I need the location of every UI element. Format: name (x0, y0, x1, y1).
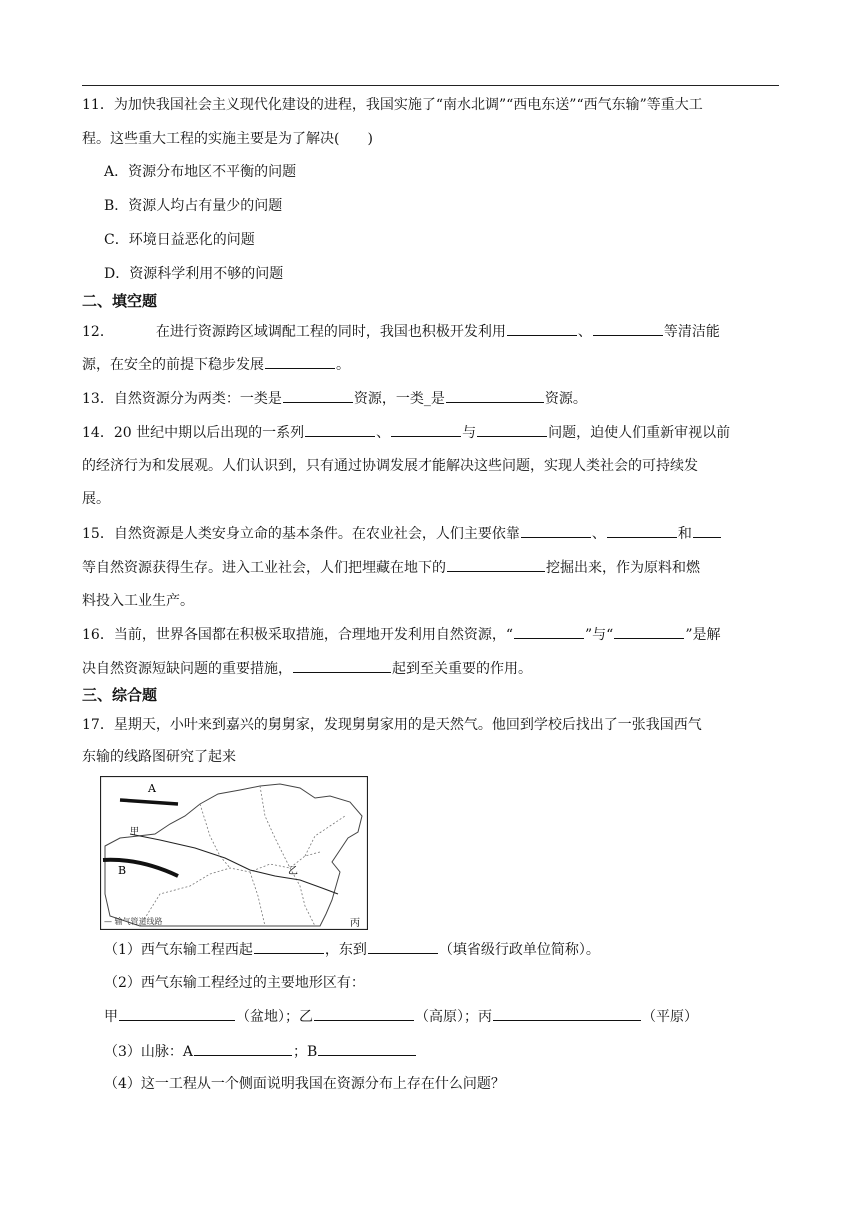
q16-text-2: ”与“ (584, 627, 614, 643)
q13-blank-2[interactable] (446, 388, 544, 403)
q17-line1: 17．星期天，小叶来到嘉兴的舅舅家，发现舅舅家用的是天然气。他回到学校后找出了一张我国西气 (82, 717, 702, 733)
q12-sep-1: 、 (577, 324, 592, 340)
q16-blank-1[interactable] (514, 624, 584, 639)
west-east-gas-pipeline-map (100, 776, 368, 930)
q14-text-2: 与 (462, 425, 477, 441)
q11-option-c: C．环境日益恶化的问题 (104, 232, 255, 248)
q15-blank-4[interactable] (447, 557, 545, 572)
q14-blank-3[interactable] (477, 422, 547, 437)
q17-sub1-blank-1[interactable] (254, 939, 324, 954)
q14-sep-1: 、 (376, 425, 391, 441)
q12-text-1: 在进行资源跨区域调配工程的同时，我国也积极开发利用 (155, 324, 506, 340)
q17-sub2-blank-jia[interactable] (119, 1006, 235, 1021)
q13-blank-1[interactable] (283, 388, 353, 403)
section-title-fill-blank: 二、填空题 (82, 292, 158, 310)
header-rule (82, 85, 779, 86)
q16-blank-2[interactable] (614, 624, 684, 639)
q12-blank-2[interactable] (593, 321, 663, 336)
q13-text-1: 13．自然资源分为两类：一类是 (82, 391, 282, 407)
q17-sub1 (104, 939, 600, 960)
q15-blank-2[interactable] (607, 523, 677, 538)
q14-line1 (82, 422, 730, 443)
q15-line2 (82, 557, 700, 578)
q14-text-3: 问题，迫使人们重新审视以前 (548, 425, 731, 441)
q11-option-d: D．资源科学利用不够的问题 (104, 266, 284, 282)
pipeline-map-svg (100, 776, 368, 930)
q17-sub2-blank-bing[interactable] (493, 1006, 641, 1021)
q14-blank-2[interactable] (391, 422, 461, 437)
q12-line1 (82, 321, 720, 342)
q17-sub3-text-1: （3）山脉：A (104, 1044, 194, 1060)
q12-blank-3[interactable] (265, 354, 335, 369)
q13-text-3: 资源。 (544, 391, 587, 407)
q15-text-2: 和 (677, 526, 692, 542)
q12-text-3: 源，在安全的前提下稳步发展 (82, 357, 264, 373)
map-legend: — 输气管道线路 (104, 917, 163, 926)
q14-line3: 展。 (82, 491, 110, 507)
q12-text-2: 等清洁能 (663, 324, 720, 340)
q14-text-1: 14．20 世纪中期以后出现的一系列 (82, 425, 305, 441)
q11-stem-line2: 程。这些重大工程的实施主要是为了解决( ) (82, 131, 373, 147)
q17-sub2-blank-yi[interactable] (314, 1006, 414, 1021)
map-frame (101, 777, 368, 930)
q16-text-3: ”是解 (685, 627, 721, 643)
q13-line (82, 388, 587, 409)
q15-text-1: 15．自然资源是人类安身立命的基本条件。在农业社会，人们主要依靠 (82, 526, 520, 542)
q17-sub3-blank-b[interactable] (318, 1041, 416, 1056)
q11-option-b: B．资源人均占有量少的问题 (104, 198, 283, 214)
q17-sub2: （2）西气东输工程经过的主要地形区有： (104, 975, 365, 991)
q15-sep-1: 、 (591, 526, 606, 542)
q17-sub1-text-2: ，东到 (324, 942, 367, 958)
q16-text-1: 16．当前，世界各国都在积极采取措施，合理地开发利用自然资源，“ (82, 627, 513, 643)
q14-line2: 的经济行为和发展观。人们认识到，只有通过协调发展才能解决这些问题，实现人类社会的可持续发 (82, 458, 698, 474)
q17-sub3-blank-a[interactable] (194, 1041, 292, 1056)
q17-sub2-text-2: （盆地）；乙 (236, 1009, 313, 1025)
q17-sub2-text-1: 甲 (104, 1009, 118, 1025)
q17-sub2-text-4: （平原） (642, 1009, 698, 1025)
map-label-jia: 甲 (130, 827, 140, 837)
q16-text-4: 决自然资源短缺问题的重要措施， (82, 661, 292, 677)
q17-sub2-blanks (104, 1006, 698, 1027)
section-title-comprehensive: 三、综合题 (82, 686, 158, 704)
q11-option-a: A．资源分布地区不平衡的问题 (104, 164, 297, 180)
map-label-a: A (148, 782, 156, 795)
q17-sub4: （4）这一工程从一个侧面说明我国在资源分布上存在什么问题？ (104, 1076, 505, 1092)
q12-blank-1[interactable] (507, 321, 577, 336)
q17-sub1-blank-2[interactable] (368, 939, 438, 954)
q15-line1 (82, 523, 722, 544)
q16-blank-3[interactable] (293, 658, 391, 673)
q17-sub1-text-1: （1）西气东输工程西起 (104, 942, 253, 958)
q15-blank-3[interactable] (693, 523, 721, 538)
q17-sub3-text-2: ；B (293, 1044, 318, 1060)
q12-number: 12． (82, 324, 114, 340)
q15-text-3: 等自然资源获得生存。进入工业社会，人们把埋藏在地下的 (82, 560, 446, 576)
map-label-bing: 丙 (350, 918, 360, 929)
q17-sub1-text-3: （填省级行政单位简称）。 (438, 942, 600, 958)
q15-line3: 料投入工业生产。 (82, 593, 194, 609)
q17-line2: 东输的线路图研究了起来 (82, 749, 236, 765)
q15-text-4: 挖掘出来，作为原料和燃 (546, 560, 700, 576)
q12-line2 (82, 354, 350, 375)
map-label-yi: 乙 (288, 866, 298, 877)
q17-sub2-text-3: （高原）；丙 (415, 1009, 492, 1025)
q16-text-5: 起到至关重要的作用。 (392, 661, 532, 677)
q17-sub3 (104, 1041, 417, 1062)
map-label-b: B (118, 864, 127, 877)
q16-line1 (82, 624, 720, 645)
q11-stem-line1: 11．为加快我国社会主义现代化建设的进程，我国实施了“南水北调”“西电东送”“西气东输”等重大工 (82, 97, 703, 113)
q14-blank-1[interactable] (305, 422, 375, 437)
q13-text-2: 资源，一类_是 (353, 391, 445, 407)
q16-line2 (82, 658, 532, 679)
q12-text-4: 。 (336, 357, 350, 373)
q15-blank-1[interactable] (521, 523, 591, 538)
